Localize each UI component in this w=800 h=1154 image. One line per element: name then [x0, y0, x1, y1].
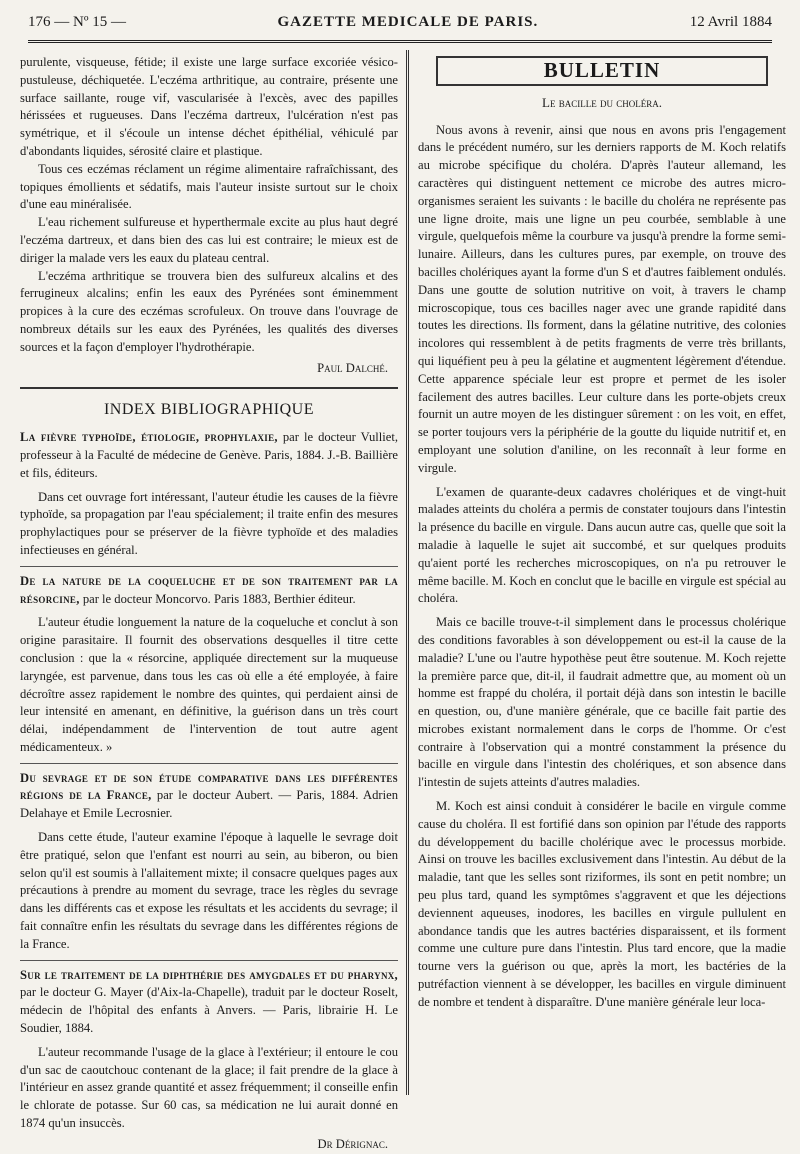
entry-title: Sur le traitement de la diphthérie des amygdales et du pharynx,	[20, 967, 398, 982]
bulletin-subtitle: Le bacille du choléra.	[542, 94, 662, 110]
page-number: 176 — Nº 15 —	[28, 14, 126, 30]
bibliography-entry-body: L'auteur étudie longuement la nature de la coqueluche et conclut à son origine parasitaire. Il fournit des observations desquelles il titre cette conclusion : que la « résorcine, appliquée directement sur la muqueuse laryngée, est parvenue, dans tous les cas où elle a été employée, à faire décroître assez rapidement le nombre des quintes, qui perdaient ainsi de leur intensité en amenant, en définitive, la guérison dans un très court délai, indépendamment de l'intervention de tout autre agent médicamenteux. »	[20, 615, 398, 754]
entry-title: De la nature de la coqueluche et de son traitement par la résorcine,	[20, 573, 398, 606]
paragraph: M. Koch est ainsi conduit à considérer le bacile en virgule comme cause du choléra. Il est fortifié dans son opinion par l'étude des rapports du développement du bacille cholérique avec le processus morbide. Ainsi on trouve les bacilles exclusivement dans l'intestin. Au début de la maladie, tant que les selles sont riziformes, ils sont en petit nombre; un peu plus tard, quand les symptômes s'aggravent et que les déjections deviennent aqueuses, inodores, les bacilles en virgule pullulent en abondance tandis que les autres bactéries disparaissent, et ils forment comme une culture pure dans l'intestin. Plus tard encore, que la madie tourne vers la guérison ou que, après la mort, les bactéries de la putréfaction viennent à se développer, les bacilles en virgule diminuent de nombre et tendent à disparaître. D'une manière générale leur loca-	[418, 799, 786, 1009]
paragraph: purulente, visqueuse, fétide; il existe une large surface excoriée vésico-pustuleuse, déchiquetée. L'eczéma arthritique, au contraire, présente une surface saillante, rouge vif, vascularisée à l'excès, avec des papilles hérissées et rugueuses. Dans l'eczéma dartreux, l'ulcération n'est pas symétrique, et il s'écoule un intense déchet épithélial, véhiculé par d'abondants liquides, sérosité claire et plastique.	[20, 55, 398, 158]
bulletin-title: BULLETIN	[436, 56, 768, 86]
entry-divider	[20, 566, 398, 567]
entry-divider	[20, 763, 398, 764]
signature: Paul Dalché.	[317, 360, 388, 375]
column-divider	[406, 50, 409, 1095]
entry-divider	[20, 960, 398, 961]
bibliography-entry-heading	[20, 429, 398, 482]
paragraph: Nous avons à revenir, ainsi que nous en avons pris l'engagement dans le précédent numéro, sur les derniers rapports de M. Koch relatifs au microbe spécifique du choléra. D'après l'auteur allemand, les caractères qui distinguent nettement ce microbe des autres micro-organismes seraient les suivants : le bacille du choléra ne représente pas une ligne droite, mais une ligne un peu courbée, semblable à une virgule, quelquefois même la courbure va jusqu'à prendre la forme semi-lunaire. Ailleurs, dans les cultures pures, par exemple, on trouve des bacilles cholériques ayant la forme d'un S et d'autres faiblement ondulés. Dans une goutte de solution nutritive on voit, à travers le champ microscopique, tous ces bacilles nager avec une grande rapidité dans toutes les directions. Ils forment, dans la gélatine nutritive, des colonies incolores qui ressemblent à de petits fragments de verre très brillants, qui liquéfient peu à peu la gélatine et augmentent légèrement d'étendue. Cette apparence spéciale leur est propre et permet de les isoler facilement des autres bacilles. Leur culture dans les porte-objets creux fournit un autre moyen de les distinguer sûrement : on les voit, en effet, se porter toujours vers la périphérie de la goutte du liquide nutritif et, en employant une solution d'aniline, on les reconnaît à leur forme en virgule.	[418, 122, 786, 475]
entry-details: par le docteur G. Mayer (d'Aix-la-Chapelle), traduit par le docteur Roselt, médecin de l'hôpital des enfants à Anvers. — Paris, librairie H. Le Soudier, 1884.	[20, 985, 398, 1036]
bibliography-entry-body: L'auteur recommande l'usage de la glace à l'extérieur; il entoure le cou d'un sac de caoutchouc contenant de la glace; il fait prendre de la glace à l'intérieur en assez grande quantité et assez fréquemment; il conseille enfin le chlorate de potasse. Sur 60 cas, sa médication ne lui aurait donné en 1874 qu'un insuccès.	[20, 1044, 398, 1131]
section-divider	[20, 387, 398, 389]
entry-title: La fièvre typhoïde, étiologie, prophylaxie,	[20, 430, 278, 445]
entry-title: Du sevrage et de son étude comparative dans les différentes régions de la France,	[20, 770, 398, 803]
entry-details: par le docteur Aubert. — Paris, 1884. Adrien Delahaye et Emile Lecrosnier.	[20, 788, 398, 821]
page-header	[28, 14, 772, 43]
bibliography-entry-body: Dans cet ouvrage fort intéressant, l'auteur étudie les causes de la fièvre typhoïde, sa propagation par l'eau spécialement; il traite enfin des mesures prophylactiques pour se préserver de la fièvre typhoïde et des maladies infectieuses en général.	[20, 489, 398, 557]
signature: Dr Dérignac.	[317, 1136, 388, 1151]
bibliography-entry-heading	[20, 770, 398, 823]
bibliography-entry-body: Dans cette étude, l'auteur examine l'époque à laquelle le sevrage doit être pratiqué, selon que l'enfant est nourri au sein, au biberon, ou bien selon qu'il est soumis à l'allaitement mixte; il consacre quelques pages aux précautions à prendre au moment du sevrage, trace les règles du sevrage dans les différents cas et expose les résultats et les accidents du sevrage; il fait connaître enfin les résultats du sevrage dans les différentes régions de la France.	[20, 830, 398, 951]
bibliography-entry-heading	[20, 967, 398, 1038]
bibliography-entry-heading	[20, 573, 398, 609]
paragraph: L'eau richement sulfureuse et hyperthermale excite au plus haut degré l'eczéma dartreux, et dans bien des cas lui est contraire; le mieux est de diriger la malade vers les eaux du plateau central.	[20, 215, 398, 265]
paragraph: L'eczéma arthritique se trouvera bien des sulfureux alcalins et des ferrugineux alcalins; enfin les eaux des Pyrénées sont éminemment propices à la cure des eczémas scrofuleux. On trouve dans l'ouvrage de nombreux détails sur les eaux des Pyrénées, les qualités des diverses sources et la façon d'employer l'hydrothérapie.	[20, 268, 398, 354]
entry-details: par le docteur Vulliet, professeur à la Faculté de médecine de Genève. Paris, 1884. J.-B. Baillière et fils, éditeurs.	[20, 430, 399, 480]
paragraph: L'examen de quarante-deux cadavres cholériques et de vingt-huit malades atteints du choléra a permis de constater toujours dans l'intestin la présence du bacille en virgule. Dans aucun autre cas, quelle que soit la maladie à laquelle le sujet ait succombé, et sur quelques produits qu'aient porté les recherches microscopiques, on n'a pu retrouver le même bacille. M. Koch en conclut que le bacille en virgule est spécial au choléra.	[418, 484, 786, 606]
journal-title: GAZETTE MEDICALE DE PARIS.	[277, 14, 539, 30]
issue-date: 12 Avril 1884	[689, 14, 772, 30]
paragraph: Tous ces eczémas réclament un régime alimentaire rafraîchissant, des topiques émollients et sédatifs, mais l'auteur insiste surtout sur le choix d'une eau minéralisée.	[20, 161, 398, 212]
right-column	[418, 54, 786, 1012]
left-column	[20, 54, 398, 1154]
paragraph: Mais ce bacille trouve-t-il simplement dans le processus cholérique des conditions favorables à son développement ou est-il la cause de la maladie? L'une ou l'autre hypothèse peut être soutenue. M. Koch rejette la première parce que, dit-il, il faudrait admettre que, au moment où un homme est frappé du choléra, il portait déjà dans son intestin le bacille en question, ou, d'une manière générale, que ce bacille fait partie des microbes existant normalement dans le corps de l'homme. Or c'est contraire à l'observation qui a montré constamment la présence du bacille en virgule dans l'intestin des cholériques, et son absence dans l'intestin de sujets atteints d'autres maladies.	[418, 615, 786, 790]
entry-details: par le docteur Moncorvo. Paris 1883, Berthier éditeur.	[79, 591, 356, 606]
section-title: INDEX BIBLIOGRAPHIQUE	[103, 401, 315, 419]
